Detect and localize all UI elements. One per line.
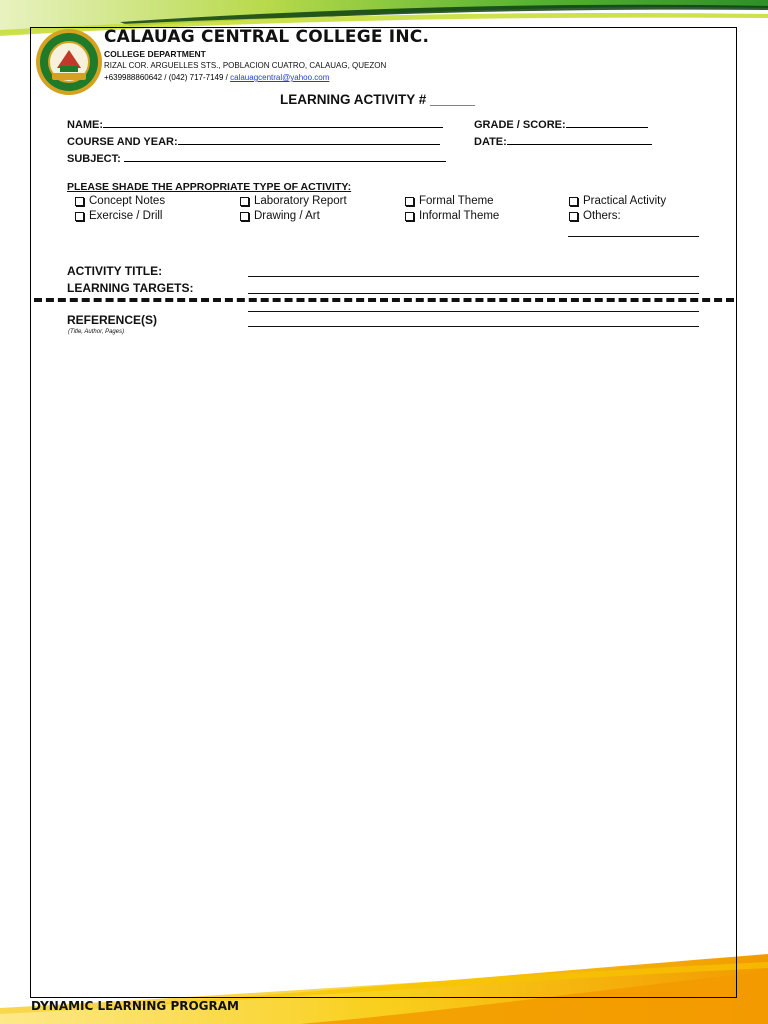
option-label: Formal Theme: [419, 195, 494, 207]
course-year-blank[interactable]: [178, 135, 440, 145]
grade-score-field[interactable]: [474, 118, 648, 131]
learning-targets-label: LEARNING TARGETS:: [67, 281, 194, 295]
contact-phone: +639988860642 / (042) 717-7149 /: [104, 73, 228, 82]
checkbox-icon[interactable]: [569, 197, 578, 206]
option-label: Concept Notes: [89, 195, 166, 207]
date-blank[interactable]: [507, 135, 652, 145]
option-practical-activity[interactable]: [569, 195, 666, 207]
option-label: Exercise / Drill: [89, 210, 163, 222]
name-label: NAME:: [67, 119, 104, 131]
learning-targets-blank[interactable]: [248, 293, 699, 294]
page-border: [30, 27, 737, 998]
learning-targets-blank-2[interactable]: [248, 311, 699, 312]
checkbox-icon[interactable]: [405, 212, 414, 221]
option-drawing-art[interactable]: [240, 210, 320, 222]
grade-score-label: GRADE / SCORE:: [474, 119, 566, 131]
subject-label: SUBJECT:: [67, 153, 121, 165]
footer-program-label: DYNAMIC LEARNING PROGRAM: [31, 999, 240, 1013]
checkbox-icon[interactable]: [405, 197, 414, 206]
option-others[interactable]: [569, 210, 621, 222]
option-label: Informal Theme: [419, 210, 500, 222]
contact-line: [104, 73, 329, 82]
option-concept-notes[interactable]: [75, 195, 165, 207]
college-name: CALAUAG CENTRAL COLLEGE INC.: [104, 27, 430, 47]
option-label: Practical Activity: [583, 195, 667, 207]
contact-email-link[interactable]: calauagcentral@yahoo.com: [230, 73, 330, 82]
date-label: DATE:: [474, 136, 507, 148]
name-blank[interactable]: [103, 118, 443, 128]
subject-field[interactable]: [67, 152, 446, 165]
department-name: COLLEGE DEPARTMENT: [104, 49, 206, 59]
activity-title-label: ACTIVITY TITLE:: [67, 264, 163, 278]
course-year-field[interactable]: [67, 135, 440, 148]
college-address: RIZAL COR. ARGUELLES STS., POBLACION CUATRO, CALAUAG, QUEZON: [104, 61, 387, 70]
option-exercise-drill[interactable]: [75, 210, 162, 222]
option-label: Laboratory Report: [254, 195, 347, 207]
checkbox-icon[interactable]: [240, 212, 249, 221]
references-hint: (Title, Author, Pages): [68, 329, 125, 335]
option-label: Others:: [583, 210, 621, 222]
date-field[interactable]: [474, 135, 652, 148]
option-formal-theme[interactable]: [405, 195, 494, 207]
course-year-label: COURSE AND YEAR:: [67, 136, 178, 148]
subject-blank[interactable]: [124, 152, 446, 162]
activity-type-instruction: PLEASE SHADE THE APPROPRIATE TYPE OF ACTIVITY:: [67, 181, 352, 193]
dashed-separator: [34, 298, 734, 302]
option-label: Drawing / Art: [254, 210, 320, 222]
checkbox-icon[interactable]: [240, 197, 249, 206]
checkbox-icon[interactable]: [75, 212, 84, 221]
checkbox-icon[interactable]: [569, 212, 578, 221]
references-label: REFERENCE(S): [67, 313, 158, 327]
option-informal-theme[interactable]: [405, 210, 499, 222]
grade-score-blank[interactable]: [566, 118, 648, 128]
references-blank[interactable]: [248, 326, 699, 327]
activity-title-blank[interactable]: [248, 276, 699, 277]
college-seal-logo: [35, 28, 103, 96]
checkbox-icon[interactable]: [75, 197, 84, 206]
others-blank[interactable]: [568, 236, 699, 237]
option-laboratory-report[interactable]: [240, 195, 347, 207]
form-title: LEARNING ACTIVITY # ______: [280, 92, 476, 107]
name-field[interactable]: [67, 118, 443, 131]
